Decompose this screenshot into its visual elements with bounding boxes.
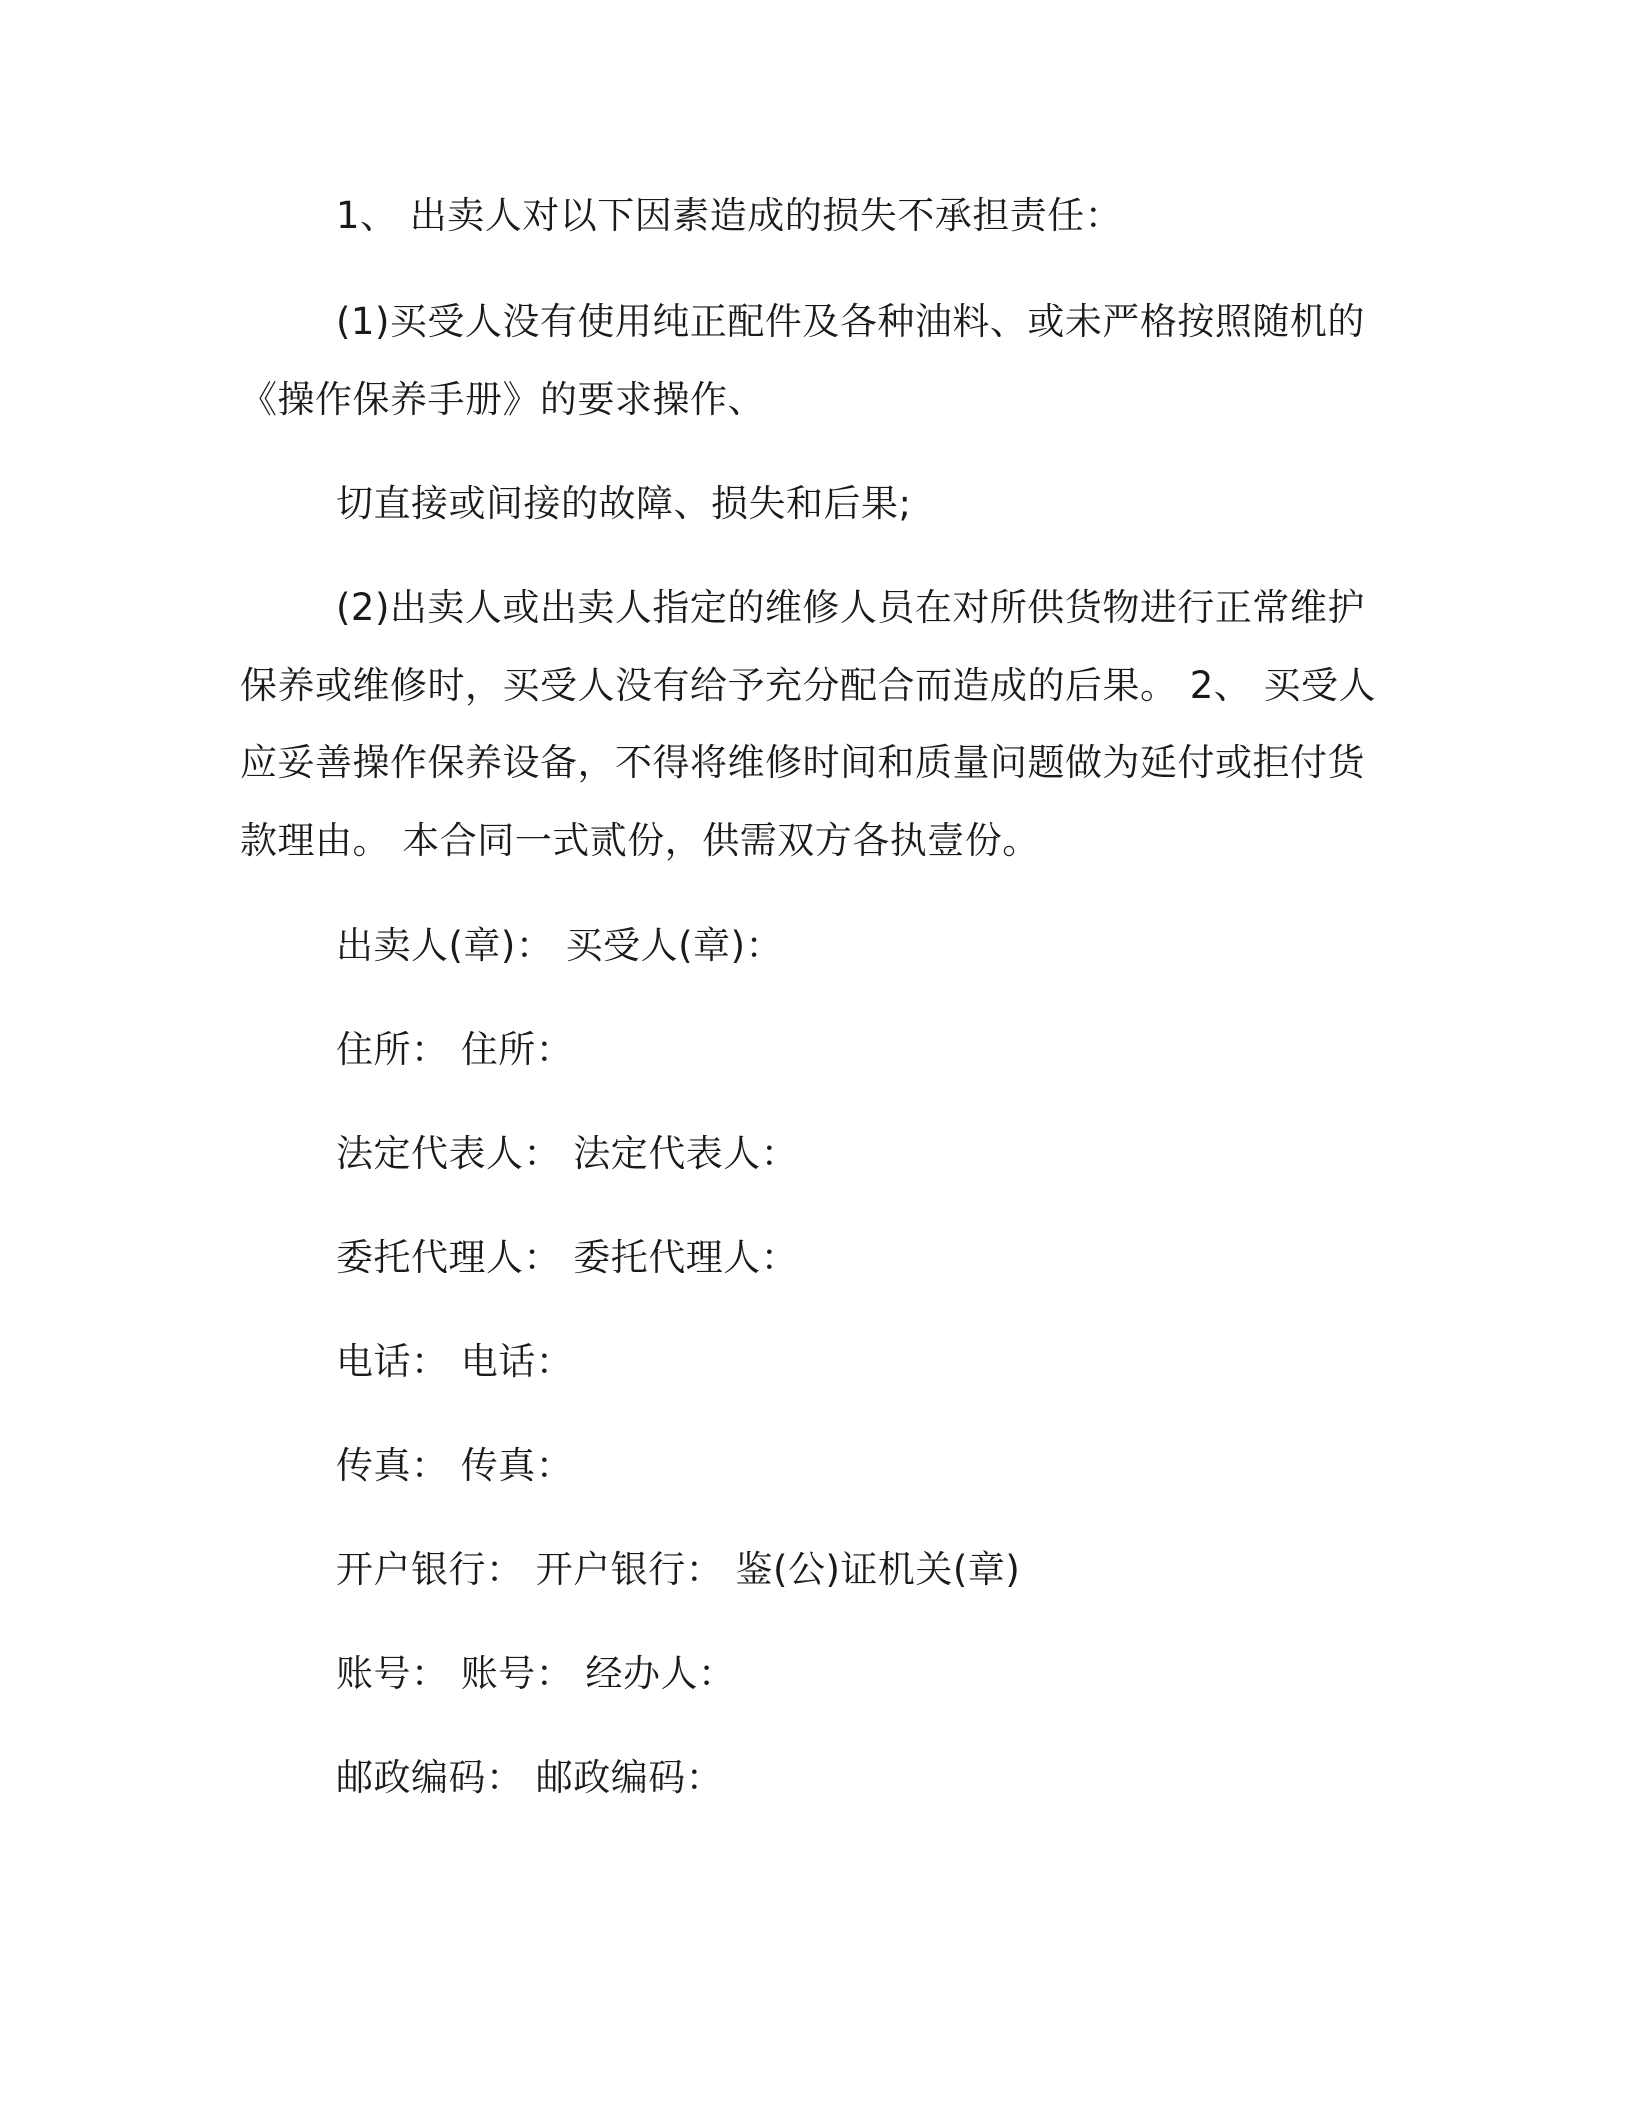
clause-1-item-2-line-2: 保养或维修时，买受人没有给予充分配合而造成的后果。 2、 买受人 [240, 664, 1377, 707]
signature-postcode-row: 邮政编码： 邮政编码： [336, 1756, 724, 1799]
signature-seal-row: 出卖人(章)： 买受人(章)： [336, 924, 784, 967]
clause-2-line-1: 应妥善操作保养设备，不得将维修时间和质量问题做为延付或拒付货 [240, 741, 1365, 784]
clause-1-item-2-line-1: (2)出卖人或出卖人指定的维修人员在对所供货物进行正常维护 [336, 586, 1365, 629]
signature-account-row: 账号： 账号： 经办人： [336, 1652, 736, 1695]
signature-phone-row: 电话： 电话： [336, 1340, 574, 1383]
clause-1-item-1-line-1: (1)买受人没有使用纯正配件及各种油料、或未严格按照随机的 [336, 300, 1365, 343]
signature-fax-row: 传真： 传真： [336, 1444, 574, 1487]
signature-agent-row: 委托代理人： 委托代理人： [336, 1236, 799, 1279]
clause-1-item-1-line-3: 切直接或间接的故障、损失和后果; [336, 482, 912, 525]
signature-legal-rep-row: 法定代表人： 法定代表人： [336, 1132, 799, 1175]
clause-2-line-2: 款理由。 本合同一式贰份，供需双方各执壹份。 [240, 819, 1040, 862]
clause-1-item-1-line-2: 《操作保养手册》的要求操作、 [240, 378, 765, 421]
clause-1-heading: 1、 出卖人对以下因素造成的损失不承担责任： [336, 194, 1123, 237]
signature-bank-row: 开户银行： 开户银行： 鉴(公)证机关(章) [336, 1548, 1021, 1591]
signature-address-row: 住所： 住所： [336, 1028, 574, 1071]
